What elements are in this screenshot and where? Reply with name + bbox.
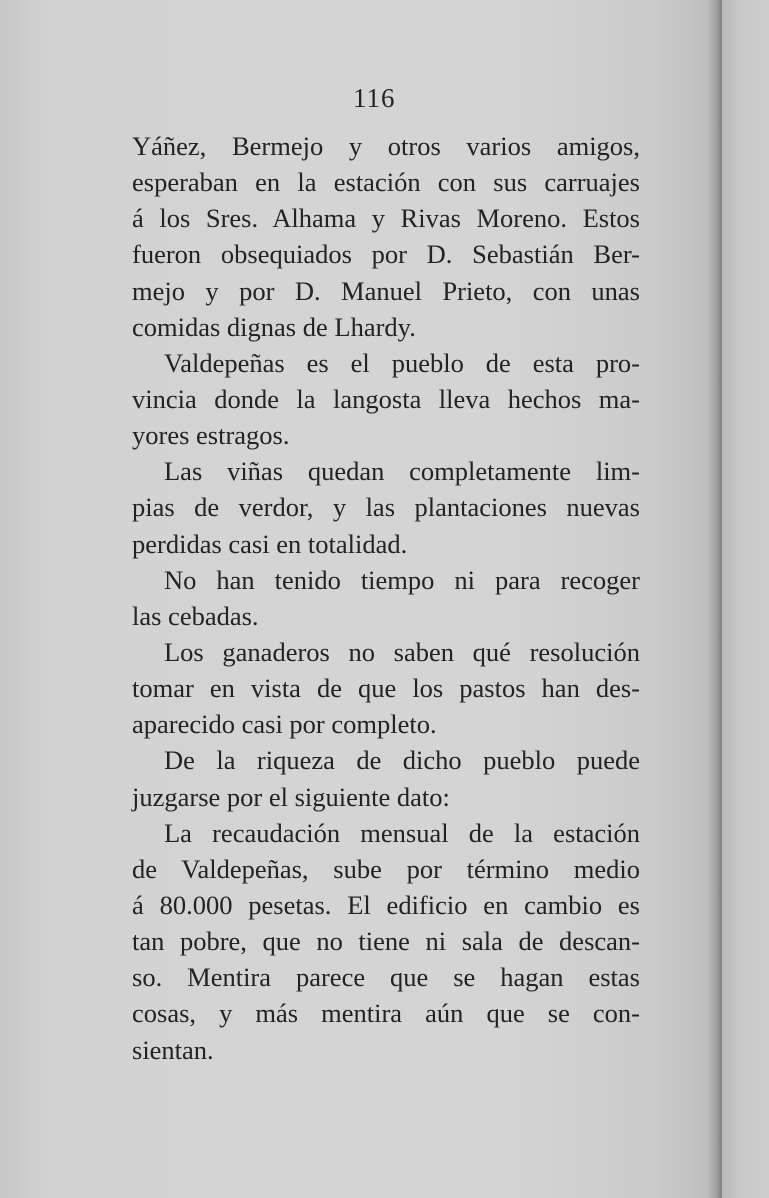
body-text xyxy=(132,128,640,1068)
text-line: tan pobre, que no tiene ni sala de descan- xyxy=(132,926,640,957)
text-line: La recaudación mensual de la estación xyxy=(164,817,640,848)
text-line: Yáñez, Bermejo y otros varios amigos, xyxy=(132,131,640,161)
text-line: mejo y por D. Manuel Prieto, con unas xyxy=(132,275,640,306)
text-line: so. Mentira parece que se hagan estas xyxy=(132,962,640,993)
text-line: tomar en vista de que los pastos han des- xyxy=(132,673,640,704)
text-line: á los Sres. Alhama y Rivas Moreno. Estos xyxy=(132,203,640,234)
text-line: No han tenido tiempo ni para recoger xyxy=(164,564,640,595)
text-line: perdidas casi en totalidad. xyxy=(132,528,408,559)
text-line: Las viñas quedan completamente lim- xyxy=(164,456,640,487)
text-line: fueron obsequiados por D. Sebastián Ber- xyxy=(132,239,640,270)
text-line: las cebadas. xyxy=(132,600,259,631)
text-line: á 80.000 pesetas. El edificio en cambio es xyxy=(132,889,640,920)
text-line: Los ganaderos no saben qué resolución xyxy=(164,636,640,667)
text-line: cosas, y más mentira aún que se con- xyxy=(132,998,640,1029)
text-line: De la riqueza de dicho pueblo puede xyxy=(164,745,640,776)
facing-page-edge xyxy=(722,0,769,1198)
text-line: sientan. xyxy=(132,1034,214,1065)
text-line: esperaban en la estación con sus carruajes xyxy=(132,167,640,198)
text-line: comidas dignas de Lhardy. xyxy=(132,311,416,342)
text-line: juzgarse por el siguiente dato: xyxy=(132,781,450,812)
text-line: vincia donde la langosta lleva hechos ma- xyxy=(132,383,640,414)
text-line: aparecido casi por completo. xyxy=(132,709,437,740)
text-line: pias de verdor, y las plantaciones nuevas xyxy=(132,492,640,523)
page-number: 116 xyxy=(353,83,396,113)
text-line: Valdepeñas es el pueblo de esta pro- xyxy=(164,347,640,378)
text-line: yores estragos. xyxy=(132,420,290,451)
text-line: de Valdepeñas, sube por término medio xyxy=(132,853,640,884)
